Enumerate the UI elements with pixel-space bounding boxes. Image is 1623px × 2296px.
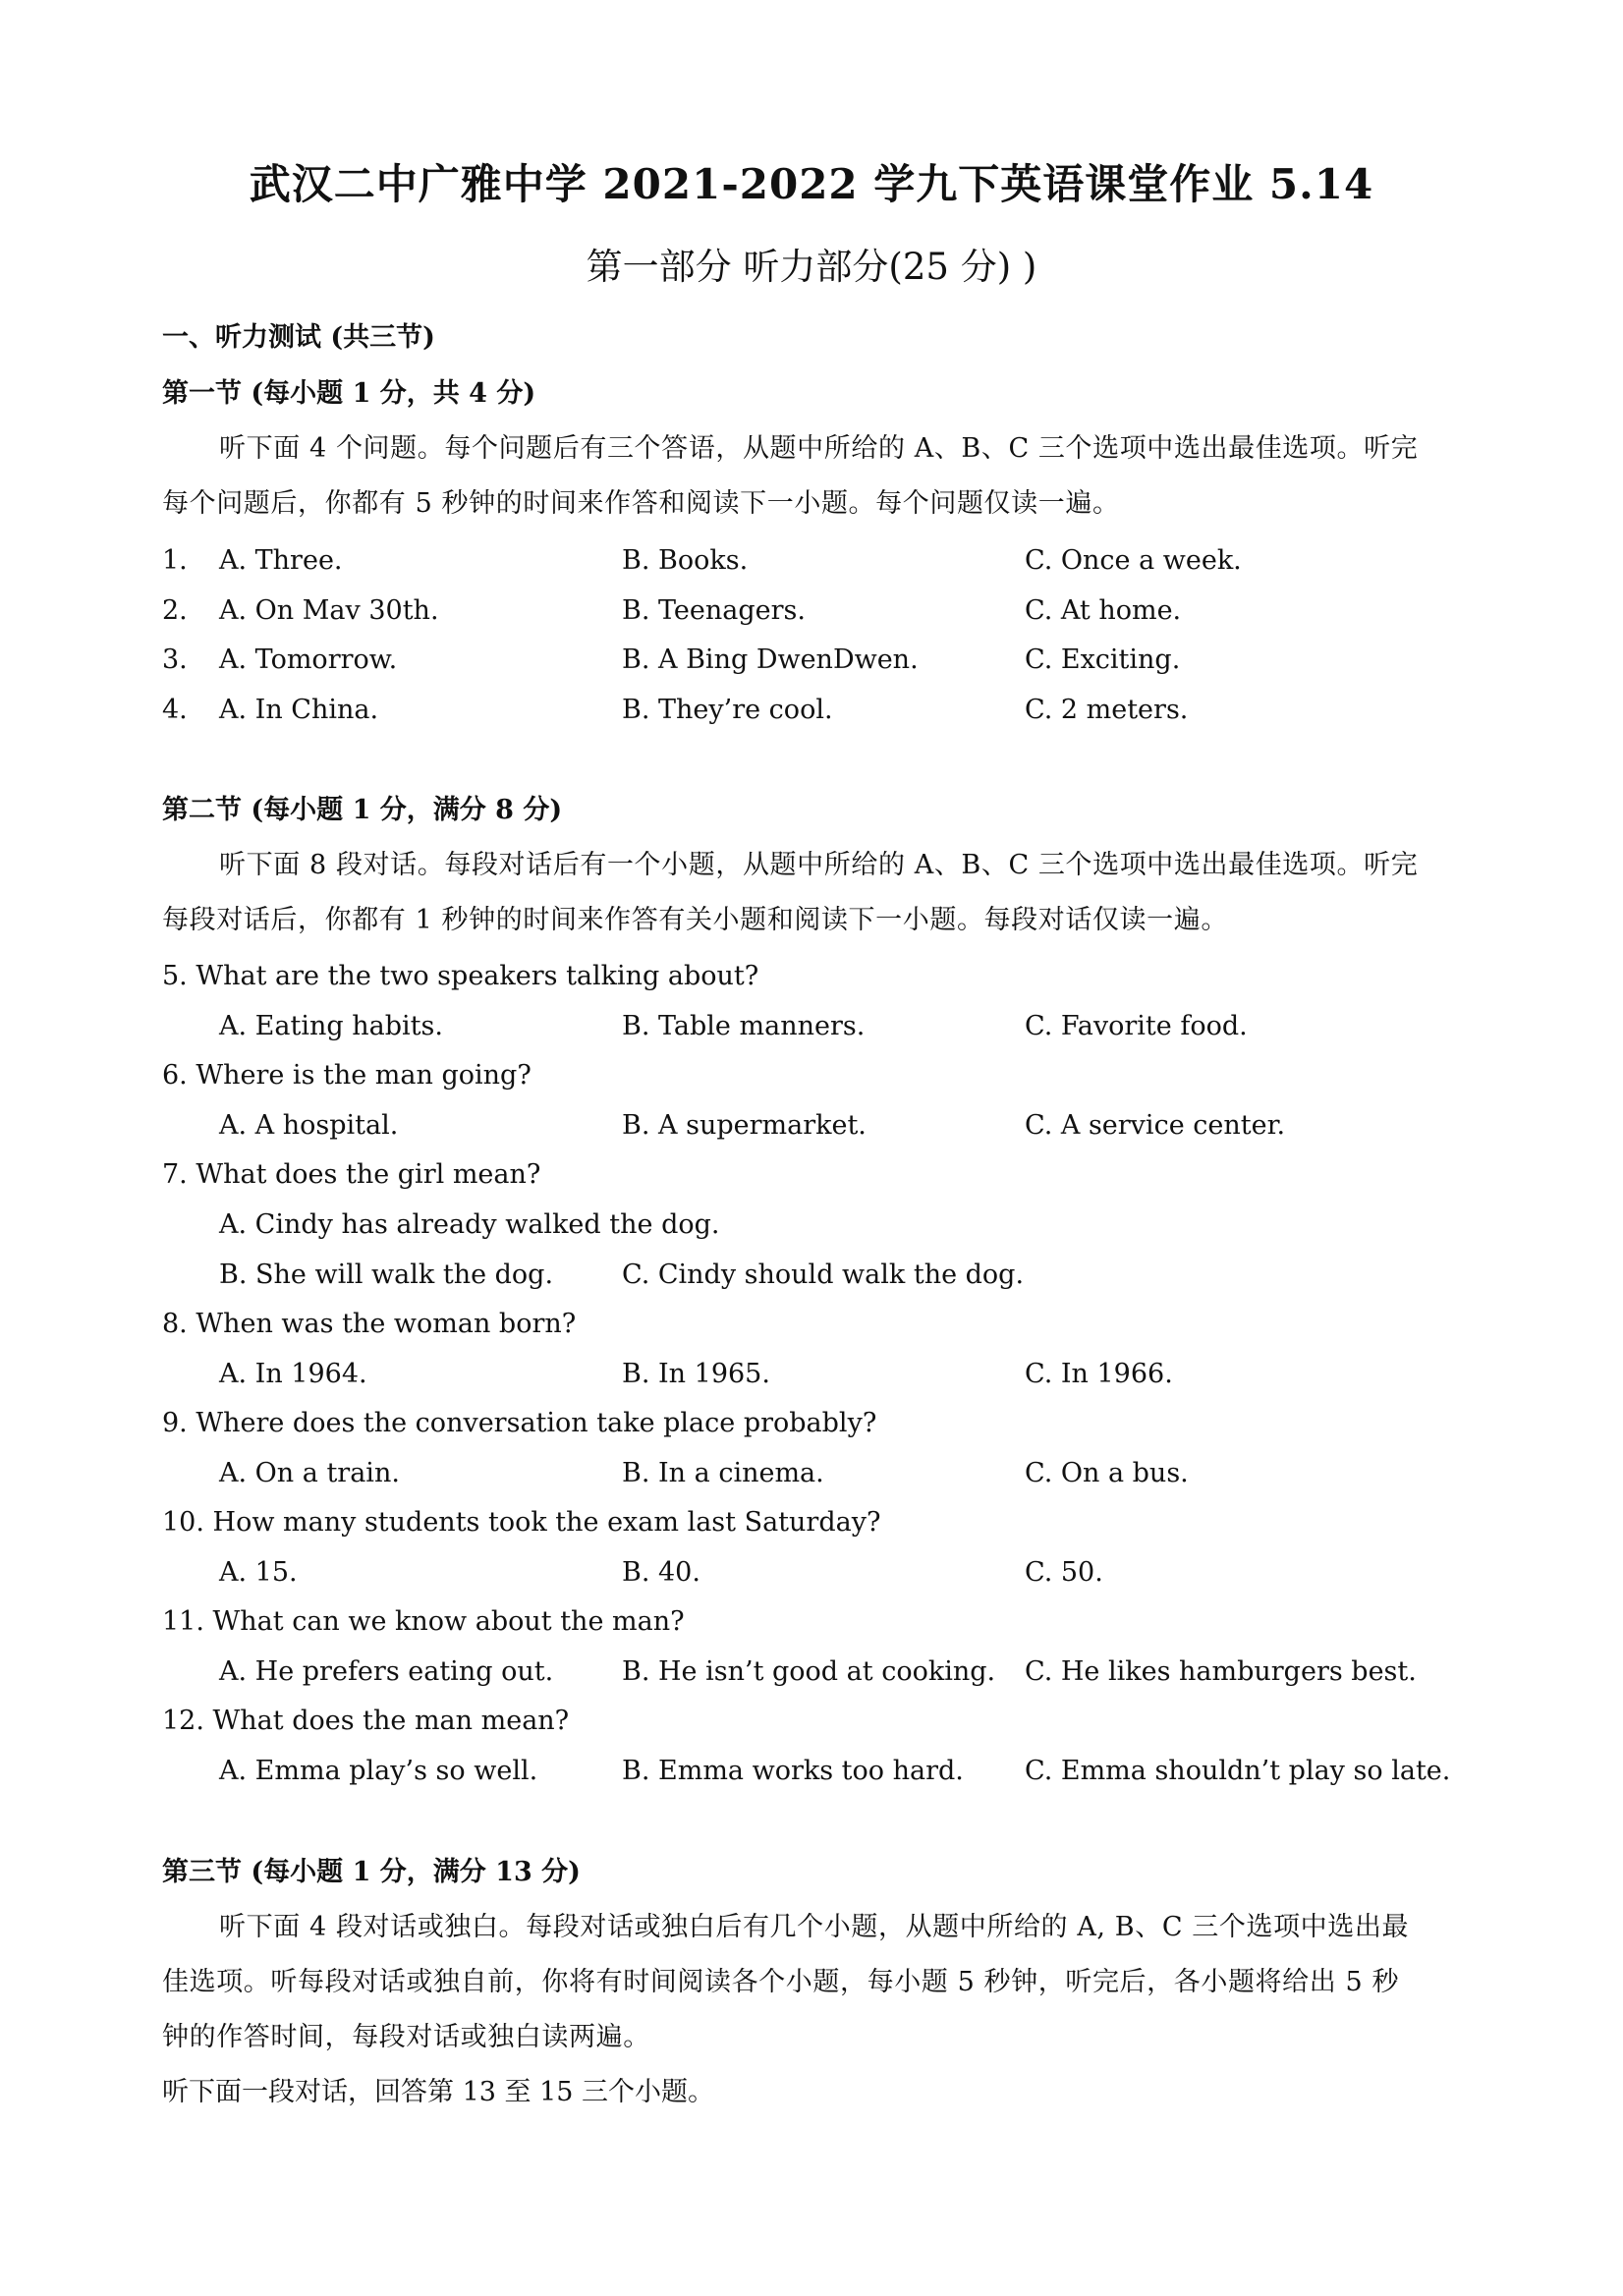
option-b: B. A Bing DwenDwen. xyxy=(622,644,919,675)
option-c: C. At home. xyxy=(1025,595,1182,626)
option-c: C. 2 meters. xyxy=(1025,695,1189,725)
option-c: C. In 1966. xyxy=(1025,1359,1173,1389)
option-c: C. He likes hamburgers best. xyxy=(1025,1656,1417,1687)
section2-instruction-line2: 每段对话后，你都有 1 秒钟的时间来作答有关小题和阅读下一小题。每段对话仅读一遍。 xyxy=(162,905,1228,935)
section1-instruction-line1: 听下面 4 个问题。每个问题后有三个答语，从题中所给的 A、B、C 三个选项中选出最佳选项。听完 xyxy=(219,433,1419,464)
option-b: B. 40. xyxy=(622,1557,700,1588)
option-c: C. A service center. xyxy=(1025,1110,1286,1141)
option-c: C. On a bus. xyxy=(1025,1458,1189,1488)
section3-instruction-line1: 听下面 4 段对话或独白。每段对话或独白后有几个小题，从题中所给的 A, B、C 三个选项中选出最 xyxy=(219,1912,1410,1942)
option-c: C. Exciting. xyxy=(1025,644,1181,675)
option-a: A. Emma play’s so well. xyxy=(219,1756,538,1786)
question-stem: 9. Where does the conversation take place probably? xyxy=(162,1408,877,1438)
option-b: B. In a cinema. xyxy=(622,1458,824,1488)
option-c: C. Emma shouldn’t play so late. xyxy=(1025,1756,1451,1786)
option-a: A. In 1964. xyxy=(219,1359,367,1389)
part-heading: 一、听力测试 (共三节) xyxy=(162,322,435,353)
option-b: B. Table manners. xyxy=(622,1011,866,1041)
option-b: B. In 1965. xyxy=(622,1359,770,1389)
section3-heading: 第三节 (每小题 1 分，满分 13 分) xyxy=(162,1857,581,1887)
option-b: B. Books. xyxy=(622,545,749,576)
option-c: C. 50. xyxy=(1025,1557,1103,1588)
option-a: A. 15. xyxy=(219,1557,298,1588)
option-b: B. A supermarket. xyxy=(622,1110,867,1141)
option-b: B. Teenagers. xyxy=(622,595,806,626)
question-number: 2. xyxy=(162,595,188,626)
page-subtitle: 第一部分 听力部分(25 分) ) xyxy=(586,246,1037,288)
section3-note: 听下面一段对话，回答第 13 至 15 三个小题。 xyxy=(162,2077,715,2107)
section3-instruction-line2: 佳选项。听每段对话或独自前，你将有时间阅读各个小题，每小题 5 秒钟，听完后，各小题将给出 5 秒 xyxy=(162,1967,1400,1997)
section2-heading: 第二节 (每小题 1 分，满分 8 分) xyxy=(162,795,563,825)
question-stem: 7. What does the girl mean? xyxy=(162,1159,541,1190)
question-stem: 5. What are the two speakers talking about? xyxy=(162,961,759,991)
question-stem: 12. What does the man mean? xyxy=(162,1706,570,1736)
option-b: B. They’re cool. xyxy=(622,695,833,725)
option-a: A. On Mav 30th. xyxy=(219,595,439,626)
question-stem: 6. Where is the man going? xyxy=(162,1060,532,1091)
section2-instruction-line1: 听下面 8 段对话。每段对话后有一个小题，从题中所给的 A、B、C 三个选项中选出最佳选项。听完 xyxy=(219,850,1419,880)
option-a: A. Eating habits. xyxy=(219,1011,443,1041)
section1-instruction-line2: 每个问题后，你都有 5 秒钟的时间来作答和阅读下一小题。每个问题仅读一遍。 xyxy=(162,488,1120,519)
option-c: C. Cindy should walk the dog. xyxy=(622,1260,1025,1290)
question-number: 3. xyxy=(162,644,188,675)
option-a: A. He prefers eating out. xyxy=(219,1656,554,1687)
option-c: C. Favorite food. xyxy=(1025,1011,1248,1041)
option-a: A. In China. xyxy=(219,695,379,725)
section1-heading: 第一节 (每小题 1 分，共 4 分) xyxy=(162,378,536,409)
question-stem: 10. How many students took the exam last Saturday? xyxy=(162,1507,881,1538)
option-a: A. Tomorrow. xyxy=(219,644,398,675)
section3-instruction-line3: 钟的作答时间，每段对话或独白读两遍。 xyxy=(162,2022,650,2052)
question-stem: 11. What can we know about the man? xyxy=(162,1606,685,1637)
option-a: A. Three. xyxy=(219,545,343,576)
question-stem: 8. When was the woman born? xyxy=(162,1309,577,1339)
question-number: 4. xyxy=(162,695,188,725)
option-b: B. She will walk the dog. xyxy=(219,1260,554,1290)
option-b: B. Emma works too hard. xyxy=(622,1756,964,1786)
option-b: B. He isn’t good at cooking. xyxy=(622,1656,996,1687)
option-c: C. Once a week. xyxy=(1025,545,1242,576)
page-title: 武汉二中广雅中学 2021-2022 学九下英语课堂作业 5.14 xyxy=(249,160,1374,208)
question-number: 1. xyxy=(162,545,188,576)
option-a: A. A hospital. xyxy=(219,1110,399,1141)
option-a: A. Cindy has already walked the dog. xyxy=(219,1209,720,1240)
option-a: A. On a train. xyxy=(219,1458,400,1488)
